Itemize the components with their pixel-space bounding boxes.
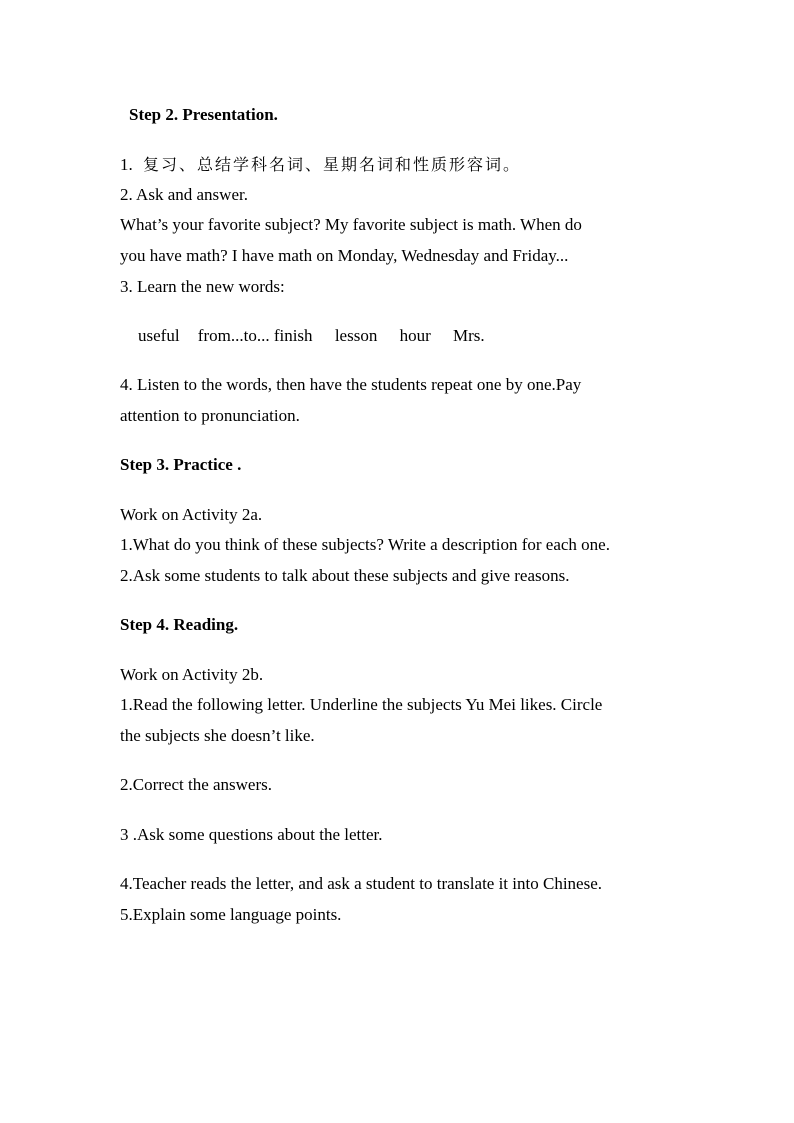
step2-item1 bbox=[120, 155, 521, 175]
step2-item2: 2. Ask and answer. bbox=[120, 185, 248, 204]
step4-item2: 2.Correct the answers. bbox=[120, 775, 273, 794]
step2-heading: Step 2. Presentation. bbox=[129, 105, 278, 124]
new-word: hour bbox=[399, 326, 431, 345]
step2-item1-number: 1. bbox=[120, 155, 133, 174]
step2-item1-text: 复习、总结学科名词、星期名词和性质形容词。 bbox=[143, 155, 522, 174]
step3-item2: 2.Ask some students to talk about these subjects and give reasons. bbox=[120, 566, 570, 585]
step4-heading: Step 4. Reading. bbox=[120, 615, 239, 634]
step2-item3: 3. Learn the new words: bbox=[120, 277, 285, 296]
new-word: lesson bbox=[334, 326, 378, 345]
step2-item2-line2: you have math? I have math on Monday, Wednesday and Friday... bbox=[120, 246, 569, 265]
step3-intro: Work on Activity 2a. bbox=[120, 505, 263, 524]
step4-item5: 5.Explain some language points. bbox=[120, 905, 342, 924]
new-word: finish bbox=[273, 326, 313, 345]
step4-item1-line1: 1.Read the following letter. Underline the subjects Yu Mei likes. Circle bbox=[120, 695, 603, 714]
new-word: useful bbox=[138, 326, 180, 345]
step2-item2-line1: What’s your favorite subject? My favorite subject is math. When do bbox=[120, 215, 582, 234]
new-words-list bbox=[138, 326, 485, 346]
step4-item3: 3 .Ask some questions about the letter. bbox=[120, 825, 383, 844]
step4-intro: Work on Activity 2b. bbox=[120, 665, 264, 684]
step2-item4-line2: attention to pronunciation. bbox=[120, 406, 300, 425]
step3-item1: 1.What do you think of these subjects? Write a description for each one. bbox=[120, 535, 610, 554]
step4-item4: 4.Teacher reads the letter, and ask a student to translate it into Chinese. bbox=[120, 874, 602, 893]
new-word: from...to... bbox=[197, 326, 270, 345]
step4-item1-line2: the subjects she doesn’t like. bbox=[120, 726, 315, 745]
step3-heading: Step 3. Practice . bbox=[120, 455, 242, 474]
new-word: Mrs. bbox=[452, 326, 485, 345]
step2-item4-line1: 4. Listen to the words, then have the students repeat one by one.Pay bbox=[120, 375, 582, 394]
